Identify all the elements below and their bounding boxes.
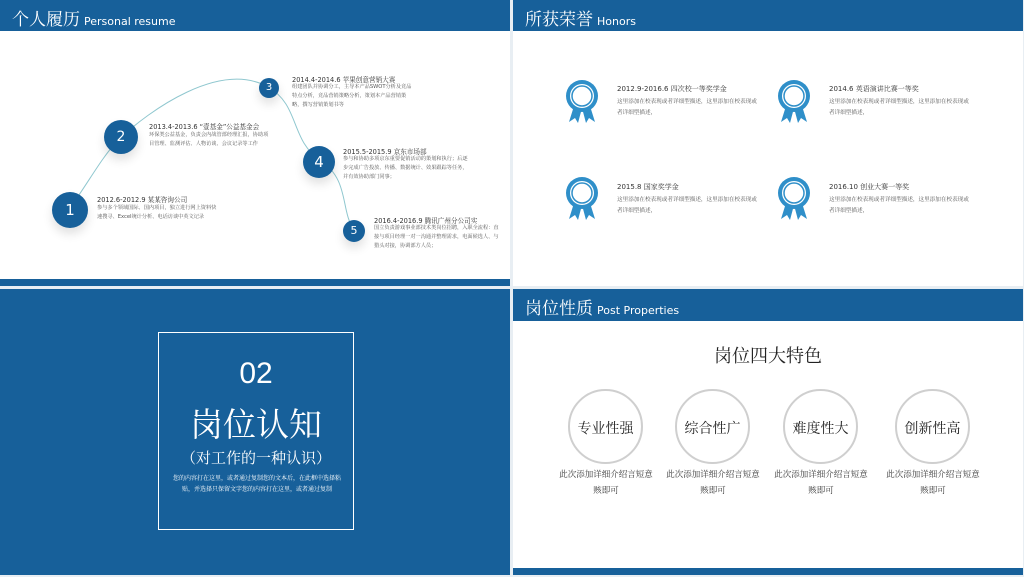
header-subtitle-en: Personal resume (84, 15, 176, 28)
slide-section-divider[interactable] (0, 289, 510, 575)
medal-icon (563, 78, 601, 124)
feature-desc: 此次添加详细介绍言短意赅即可 (886, 470, 980, 496)
honor-desc: 这里添加在校表现或者详细型描述，这里添加在校表现或者详细型描述， (829, 99, 969, 116)
feature-desc: 此次添加详细介绍言短意赅即可 (774, 470, 868, 496)
section-title: 岗位认知 (190, 405, 322, 444)
medal-icon (775, 78, 813, 124)
timeline-desc: 参与多个领域国际、国内项目，独立进行网上资料快速搜寻、Excel统计分析、电话访谈中英文记录 (97, 205, 217, 220)
slide-personal-resume[interactable] (0, 0, 510, 286)
medal-icon (563, 175, 601, 221)
slide-header (513, 0, 1023, 31)
header-title: 个人履历 Personal resume (12, 10, 176, 30)
slide-header (513, 289, 1023, 321)
honor-title: 2015.8 国家奖学金 (617, 183, 679, 191)
honor-title: 2012.9-2016.6 四次校一等奖学金 (617, 85, 727, 93)
section-desc: 您的内容打在这里，或者通过复制您的文本后，在此框中选择粘贴，并选择只保留文字您的内容打在这里，或者通过复制 (173, 475, 342, 493)
timeline-node-1: 1 (52, 192, 88, 228)
slide-footer-bar (513, 568, 1023, 575)
honor-desc: 这里添加在校表现或者详细型描述，这里添加在校表现或者详细型描述， (617, 99, 757, 116)
feature-circle (675, 389, 750, 464)
section-frame (158, 332, 354, 530)
slide-post-properties[interactable] (513, 289, 1023, 575)
header-title: 所获荣誉 Honors (525, 10, 636, 30)
section-number: 02 (239, 357, 273, 390)
feature-desc: 此次添加详细介绍言短意赅即可 (559, 470, 653, 496)
timeline-desc: 环保类公益基金，负责会内战管部经理汇报，协助项目管理、监测评估、人物访谈、会议记录等工作 (149, 132, 269, 147)
timeline-title: 2013.4-2013.6 “壹基金”公益基金会 (149, 123, 260, 131)
timeline-node-2: 2 (104, 120, 138, 154)
feature-label: 创新性高 (904, 421, 961, 437)
timeline-title: 2015.5-2015.9 京东市场部 (343, 148, 427, 156)
features-heading: 岗位四大特色 (714, 346, 822, 367)
honor-desc: 这里添加在校表现或者详细型描述，这里添加在校表现或者详细型描述， (829, 197, 969, 214)
timeline-node-4: 4 (303, 146, 335, 178)
feature-label: 综合性广 (684, 421, 741, 437)
feature-circle (895, 389, 970, 464)
timeline-desc: 组建团队并协调分工，主导本产品SWOT分析及竞品特点分析，竞品营销策略分析，策划本产品营销策略，撰写营销策划书等 (292, 84, 412, 108)
header-subtitle-en: Post Properties (597, 304, 680, 317)
feature-desc: 此次添加详细介绍言短意赅即可 (666, 470, 760, 496)
timeline-node-3: 3 (259, 78, 279, 98)
medal-icon (775, 175, 813, 221)
slide-footer-bar (0, 279, 510, 286)
honor-desc: 这里添加在校表现或者详细型描述，这里添加在校表现或者详细型描述， (617, 197, 757, 214)
honor-title: 2016.10 创业大赛一等奖 (829, 183, 910, 191)
slide-honors[interactable] (513, 0, 1023, 286)
feature-circle (783, 389, 858, 464)
timeline-title: 2012.6-2012.9 某某咨询公司 (97, 196, 188, 204)
section-subtitle: （对工作的一种认识） (180, 449, 331, 467)
timeline-desc: 国立负责游戏事业部技术类岗位招聘，入职全流程：直接与项目经理一对一沟通并整理需求，电面候选人、与猎头对接，协调部方人员； (374, 225, 499, 249)
timeline-node-5: 5 (343, 220, 365, 242)
header-title: 岗位性质 Post Properties (525, 299, 680, 319)
feature-label: 专业性强 (577, 421, 634, 437)
timeline-title: 2014.4-2014.6 苹果创意营销大赛 (292, 76, 396, 84)
timeline-title: 2016.4-2016.9 腾讯广州分公司实 (374, 217, 478, 225)
feature-circle (568, 389, 643, 464)
honor-title: 2014.6 英语演讲比赛一等奖 (829, 85, 919, 93)
timeline-desc: 参与和协助多项京东重要促销活动的策划和执行；后逐步完成广告投放、传播、数据统计、效果跟踪等任务，并有效协助部门同事； (343, 156, 468, 180)
feature-label: 难度性大 (792, 421, 849, 437)
header-subtitle-en: Honors (597, 15, 636, 28)
